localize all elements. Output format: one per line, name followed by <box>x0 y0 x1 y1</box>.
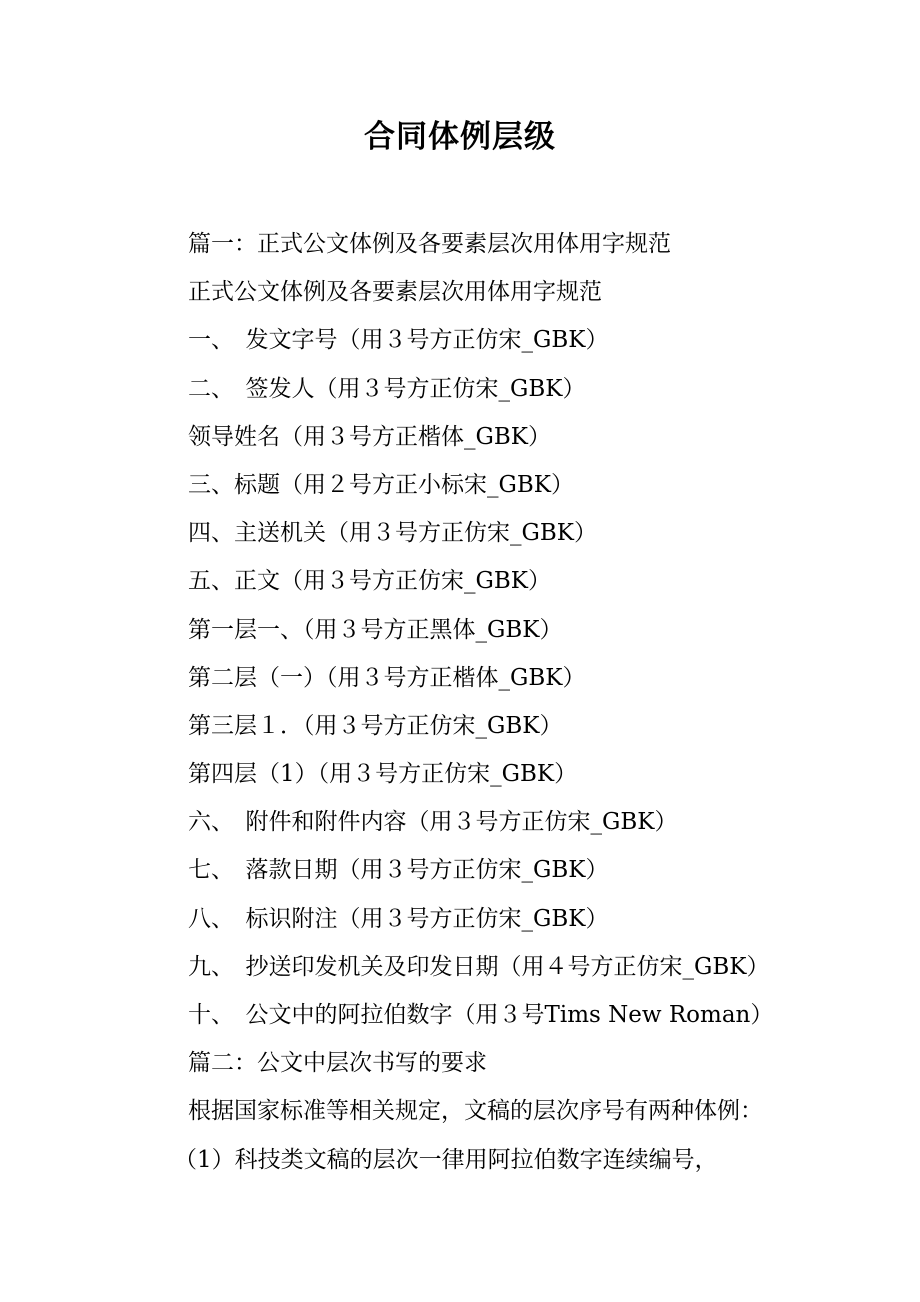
doc-line: 十、 公文中的阿拉伯数字（用３号Tims New Roman） <box>188 1002 774 1028</box>
document-body <box>174 220 888 1184</box>
doc-line: 五、正文（用３号方正仿宋_GBK） <box>188 568 551 595</box>
doc-line: 篇一：正式公文体例及各要素层次用体用字规范 <box>188 231 671 257</box>
doc-line: 第四层（1）（用３号方正仿宋_GBK） <box>188 761 578 788</box>
doc-line: 四、主送机关（用３号方正仿宋_GBK） <box>188 520 597 547</box>
doc-line: 六、 附件和附件内容（用３号方正仿宋_GBK） <box>188 809 678 836</box>
doc-line: 根据国家标准等相关规定，文稿的层次序号有两种体例： <box>188 1098 763 1125</box>
doc-line: 第二层（一）（用３号方正楷体_GBK） <box>188 664 586 691</box>
doc-line: 正式公文体例及各要素层次用体用字规范 <box>188 279 602 306</box>
doc-line: 第三层１．（用３号方正仿宋_GBK） <box>188 712 563 739</box>
doc-line: 一、 发文字号（用３号方正仿宋_GBK） <box>188 327 609 354</box>
doc-line: 八、 标识附注（用３号方正仿宋_GBK） <box>188 905 609 932</box>
document-title: 合同体例层级 <box>364 119 556 155</box>
doc-line: 二、 签发人（用３号方正仿宋_GBK） <box>188 375 586 402</box>
doc-line: 七、 落款日期（用３号方正仿宋_GBK） <box>188 857 609 884</box>
doc-line: 领导姓名（用３号方正楷体_GBK） <box>188 423 551 450</box>
doc-line: （1）科技类文稿的层次一律用阿拉伯数字连续编号， <box>174 1146 718 1173</box>
doc-line: 三、标题（用２号方正小标宋_GBK） <box>188 471 574 498</box>
doc-line: 九、 抄送印发机关及印发日期（用４号方正仿宋_GBK） <box>188 953 770 980</box>
doc-line: 篇二：公文中层次书写的要求 <box>188 1050 487 1077</box>
doc-line: 第一层一、（用３号方正黑体_GBK） <box>188 616 563 643</box>
